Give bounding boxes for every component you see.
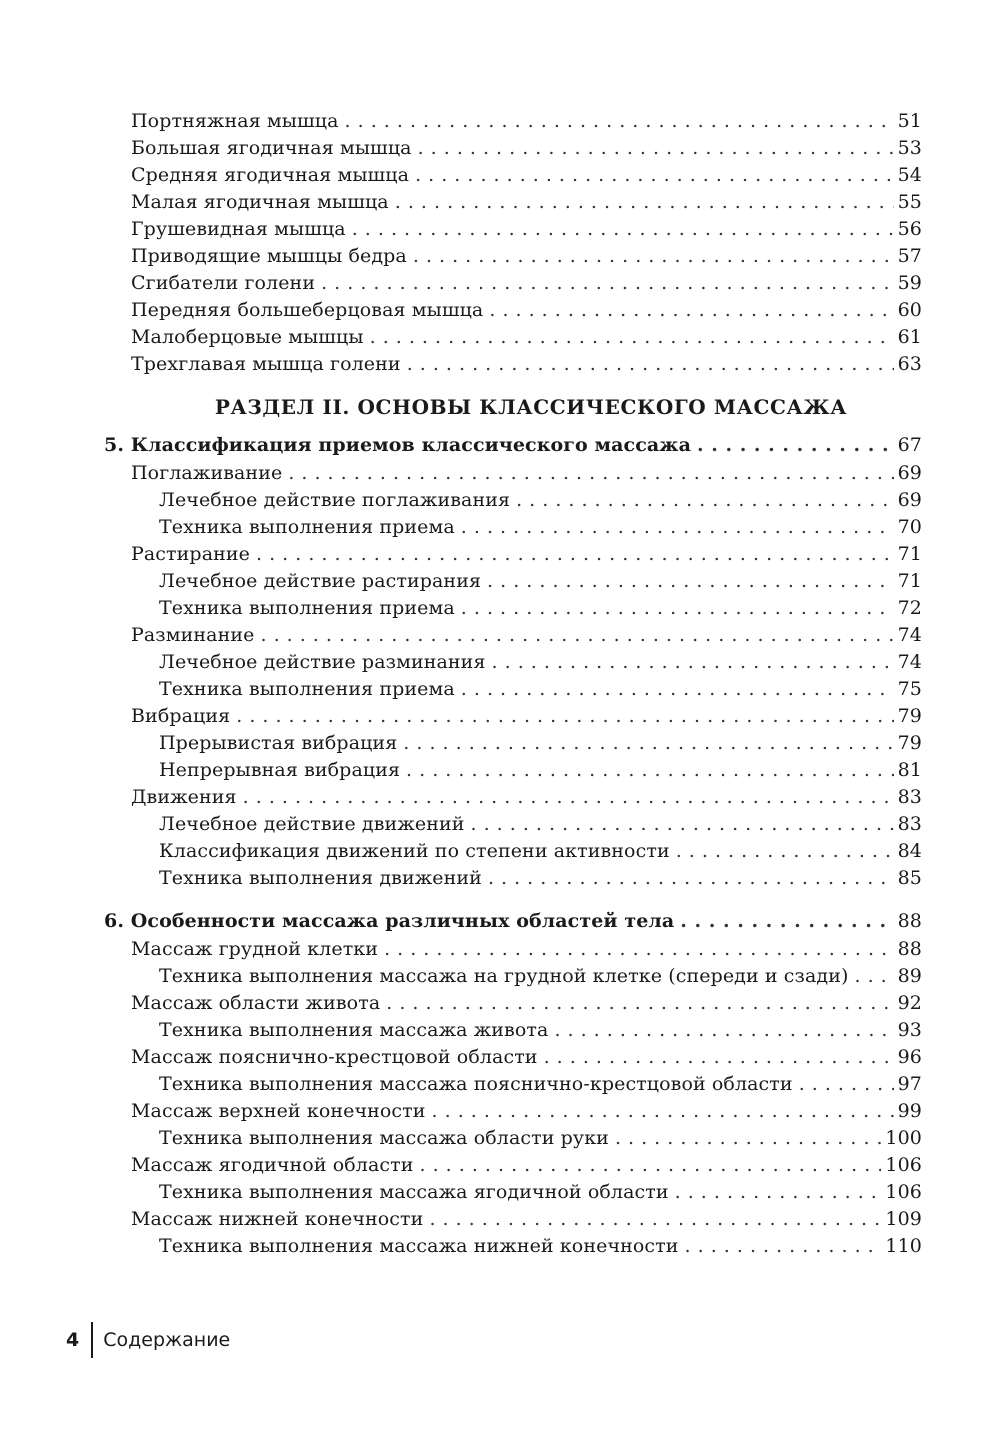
toc-subentry: Техника выполнения массажа пояснично-крестцовой области . . . 97: [104, 1071, 922, 1098]
footer-label: Содержание: [103, 1329, 231, 1351]
toc-entry: Поглаживание . . . 69: [104, 460, 922, 487]
toc-subentry: Техника выполнения движений . . . 85: [104, 865, 922, 892]
toc-entry: Растирание . . . 71: [104, 541, 922, 568]
toc-entry: Передняя большеберцовая мышца . . . 60: [104, 297, 922, 324]
toc-subentry: Техника выполнения массажа области руки . . . 100: [104, 1125, 922, 1152]
toc-subentry: Непрерывная вибрация . . . 81: [104, 757, 922, 784]
toc-entry: Сгибатели голени . . . 59: [104, 270, 922, 297]
page-footer: [66, 1322, 230, 1358]
toc-entry: Большая ягодичная мышца . . . 53: [104, 135, 922, 162]
toc-subentry: Техника выполнения приема . . . 70: [104, 514, 922, 541]
toc-entry: Портняжная мышца . . . 51: [104, 108, 922, 135]
toc-entry: Трехглавая мышца голени . . . 63: [104, 351, 922, 378]
section-title: РАЗДЕЛ II. ОСНОВЫ КЛАССИЧЕСКОГО МАССАЖА: [214, 395, 848, 419]
table-of-contents: [104, 108, 922, 1260]
toc-entry: Малоберцовые мышцы . . . 61: [104, 324, 922, 351]
toc-subentry: Прерывистая вибрация . . . 79: [104, 730, 922, 757]
chapter-heading: 5. Классификация приемов классического массажа . . . 67: [104, 430, 922, 460]
toc-entry: Приводящие мышцы бедра . . . 57: [104, 243, 922, 270]
toc-subentry: Техника выполнения массажа на грудной клетке (спереди и сзади) . . . 89: [104, 963, 922, 990]
page-number: 4: [66, 1329, 80, 1351]
toc-entry: Малая ягодичная мышца . . . 55: [104, 189, 922, 216]
toc-subentry: Техника выполнения массажа нижней конечности . . . 110: [104, 1233, 922, 1260]
footer-divider: [91, 1322, 93, 1358]
toc-subentry: Техника выполнения приема . . . 75: [104, 676, 922, 703]
toc-entry: Грушевидная мышца . . . 56: [104, 216, 922, 243]
toc-entry: Массаж грудной клетки . . . 88: [104, 936, 922, 963]
chapter-heading: 6. Особенности массажа различных областей тела . . . 88: [104, 906, 922, 936]
toc-entry: Массаж пояснично-крестцовой области . . . 96: [104, 1044, 922, 1071]
toc-entry: Массаж ягодичной области . . . 106: [104, 1152, 922, 1179]
toc-subentry: Лечебное действие растирания . . . 71: [104, 568, 922, 595]
toc-entry: Разминание . . . 74: [104, 622, 922, 649]
toc-entry: Движения . . . 83: [104, 784, 922, 811]
toc-subentry: Техника выполнения массажа ягодичной области . . . 106: [104, 1179, 922, 1206]
toc-entry: Средняя ягодичная мышца . . . 54: [104, 162, 922, 189]
toc-subentry: Лечебное действие разминания . . . 74: [104, 649, 922, 676]
toc-subentry: Техника выполнения приема . . . 72: [104, 595, 922, 622]
toc-subentry: Лечебное действие поглаживания . . . 69: [104, 487, 922, 514]
toc-subentry: Классификация движений по степени активности . . . 84: [104, 838, 922, 865]
toc-subentry: Техника выполнения массажа живота . . . 93: [104, 1017, 922, 1044]
toc-entry: Массаж нижней конечности . . . 109: [104, 1206, 922, 1233]
toc-entry: Массаж области живота . . . 92: [104, 990, 922, 1017]
toc-subentry: Лечебное действие движений . . . 83: [104, 811, 922, 838]
toc-entry: Массаж верхней конечности . . . 99: [104, 1098, 922, 1125]
toc-entry: Вибрация . . . 79: [104, 703, 922, 730]
